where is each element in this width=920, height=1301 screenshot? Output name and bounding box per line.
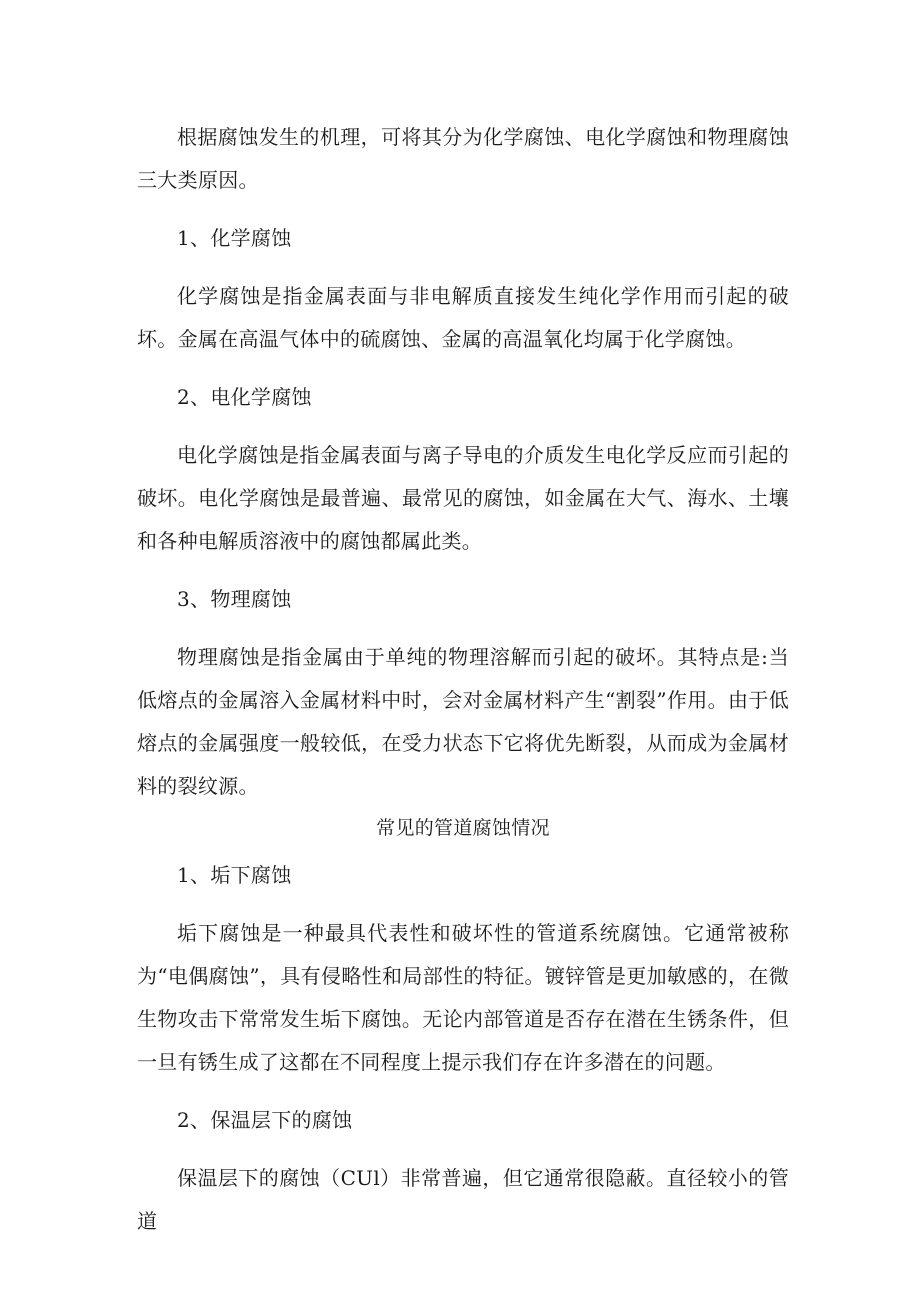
paragraph-under-deposit-corrosion: 垢下腐蚀是一种最具代表性和破坏性的管道系统腐蚀。它通常被称为“电偶腐蚀”，具有侵略性和局部性的特征。镀锌管是更加敏感的，在微生物攻击下常常发生垢下腐蚀。无论内部管道是否存在潜在生锈条件，但一旦有锈生成了这都在不同程度上提示我们存在许多潜在的问题。 <box>137 921 789 1074</box>
heading-chemical-corrosion: 1、化学腐蚀 <box>177 226 292 250</box>
heading-electrochemical-corrosion: 2、电化学腐蚀 <box>177 385 312 409</box>
paragraph-chemical-corrosion: 化学腐蚀是指金属表面与非电解质直接发生纯化学作用而引起的破坏。金属在高温气体中的硫腐蚀、金属的高温氧化均属于化学腐蚀。 <box>137 284 789 351</box>
paragraph-electrochemical-corrosion: 电化学腐蚀是指金属表面与离子导电的介质发生电化学反应而引起的破坏。电化学腐蚀是最普遍、最常见的腐蚀，如金属在大气、海水、土壤和各种电解质溶液中的腐蚀都属此类。 <box>137 443 789 553</box>
paragraph-physical-corrosion: 物理腐蚀是指金属由于单纯的物理溶解而引起的破坏。其特点是:当低熔点的金属溶入金属材料中时，会对金属材料产生“割裂”作用。由于低熔点的金属强度一般较低，在受力状态下它将优先断裂，从而成为金属材料的裂纹源。 <box>137 645 789 798</box>
heading-cui-corrosion: 2、保温层下的腐蚀 <box>177 1108 353 1132</box>
heading-physical-corrosion: 3、物理腐蚀 <box>177 587 292 611</box>
intro-paragraph: 根据腐蚀发生的机理，可将其分为化学腐蚀、电化学腐蚀和物理腐蚀三大类原因。 <box>137 125 789 192</box>
heading-under-deposit-corrosion: 1、垢下腐蚀 <box>177 863 292 887</box>
paragraph-cui-corrosion: 保温层下的腐蚀（CUl）非常普遍，但它通常很隐蔽。直径较小的管道 <box>137 1166 789 1233</box>
document-body <box>137 116 789 1258</box>
section-title: 常见的管道腐蚀情况 <box>376 817 550 839</box>
